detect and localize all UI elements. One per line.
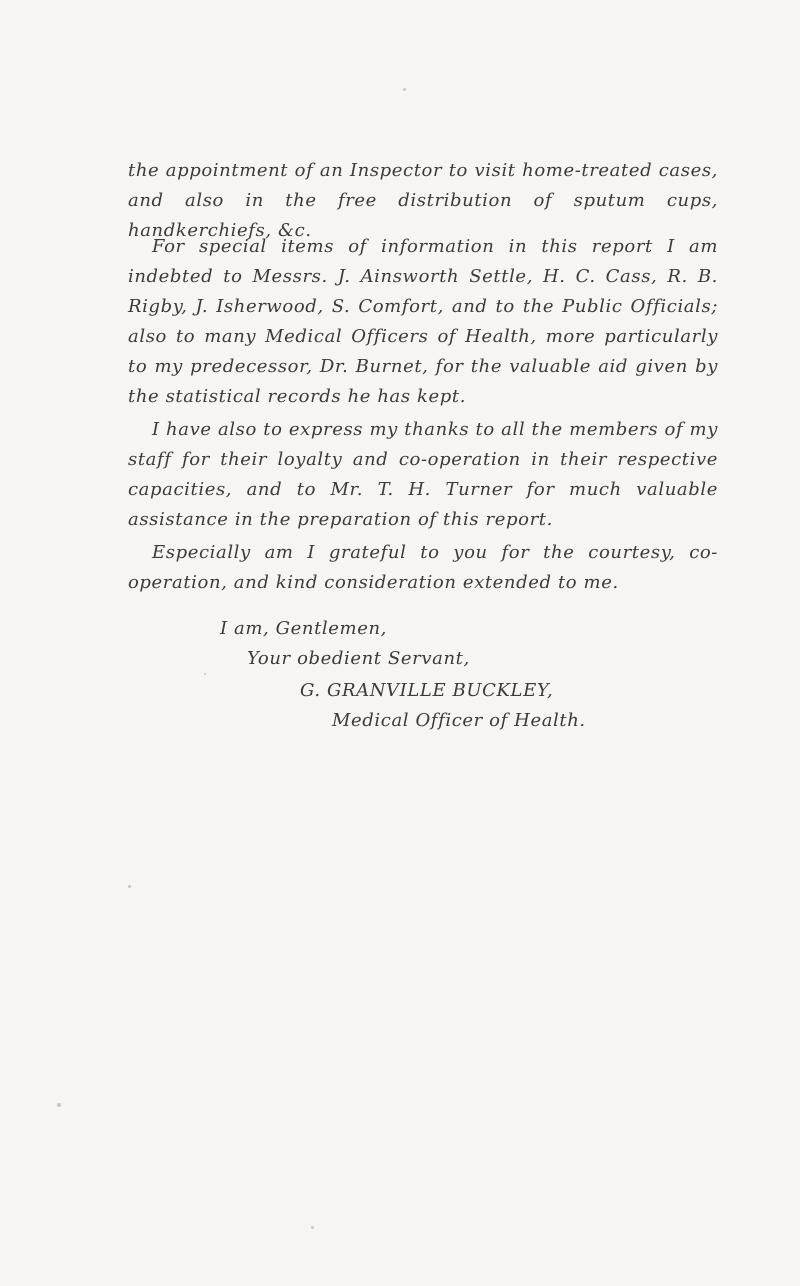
paragraph-continuation: the appointment of an Inspector to visit home-treated cases, and also in the free distribution of sputum cups, handkerchiefs, &c. (128, 160, 718, 241)
paragraph-acknowledgements: For special items of information in this report I am indebted to Messrs. J. Ainsworth Settle, H. C. Cass, R. B. Rigby, J. Isherwood, S. Comfort, and to the Public Officials; also to many Medical Officers of Health, more particularly to my predecessor, Dr. Burnet, for the valuable aid given by the statistical records he has kept. (128, 236, 718, 407)
paper-speck (311, 1226, 314, 1229)
paper-speck (204, 673, 206, 675)
signatory-name: G. GRANVILLE BUCKLEY, (300, 680, 554, 701)
signatory-title: Medical Officer of Health. (332, 710, 586, 731)
closing-valediction: Your obedient Servant, (247, 648, 470, 669)
closing-salutation: I am, Gentlemen, (220, 618, 387, 639)
paragraph-staff-thanks: I have also to express my thanks to all the members of my staff for their loyalty and co-operation in their respective capacities, and to Mr. T. H. Turner for much valuable assistance in the preparation of this report. (128, 419, 718, 530)
paper-speck (57, 1103, 61, 1107)
paper-speck (403, 88, 406, 91)
paper-speck (128, 885, 131, 888)
paragraph-gratitude: Especially am I grateful to you for the courtesy, co-operation, and kind consideration extended to me. (128, 542, 718, 593)
